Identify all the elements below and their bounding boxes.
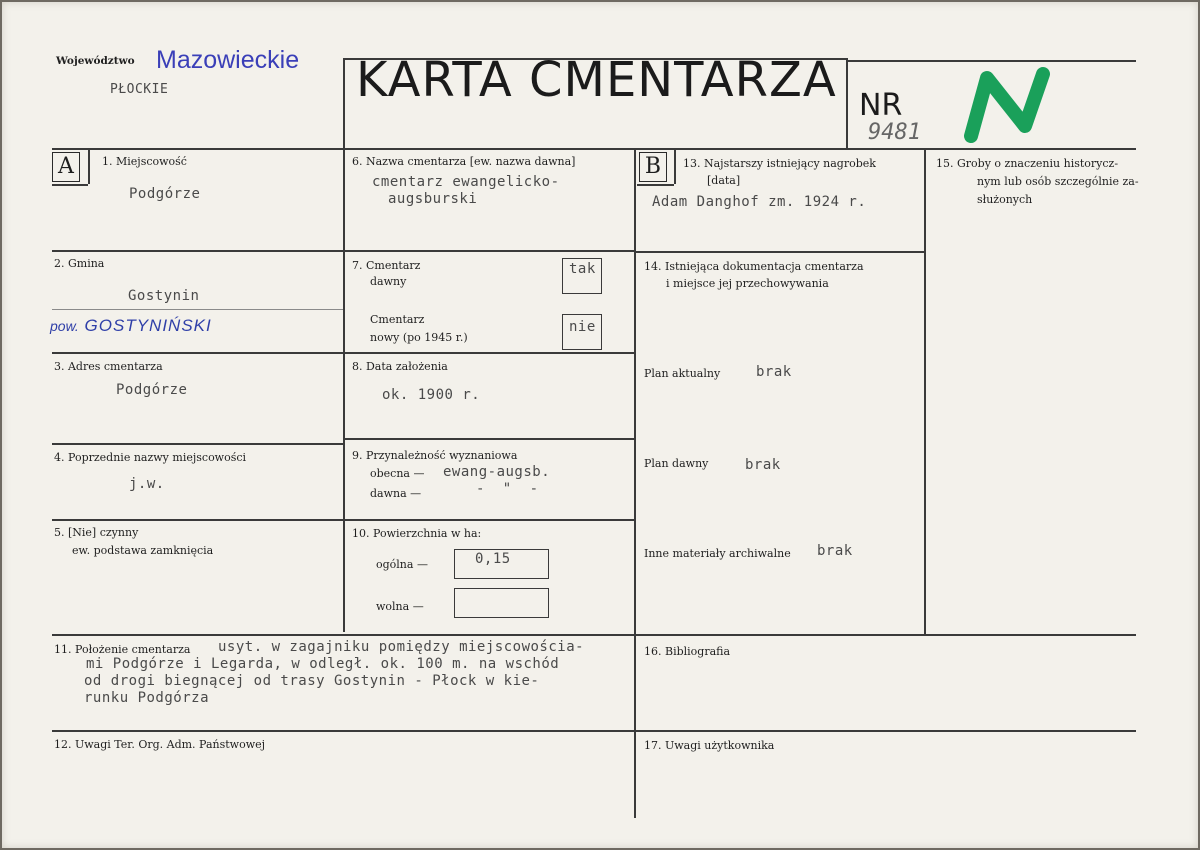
- field-6-value-1: cmentarz ewangelicko-: [372, 174, 560, 190]
- field-11-line-4: runku Podgórza: [84, 690, 210, 706]
- nr-value: 9481: [868, 120, 921, 145]
- inne-materialy-value: brak: [817, 543, 853, 559]
- divider-left-col: [343, 58, 345, 632]
- rule-m4: [343, 519, 634, 521]
- field-11-line-3: od drogi biegnącej od trasy Gostynin - Płock w kie-: [84, 673, 540, 689]
- rule-a2: [52, 352, 343, 354]
- field-11-line-1: usyt. w zagajniku pomiędzy miejscowościa-: [218, 639, 585, 655]
- field-7a-label-1: 7. Cmentarz: [352, 259, 421, 272]
- field-10-ogolna-value: 0,15: [475, 551, 511, 567]
- nr-label: NR: [859, 88, 903, 123]
- field-10-ogolna-label: ogólna —: [376, 558, 428, 571]
- field-15-label-2: nym lub osób szczególnie za-: [977, 175, 1139, 188]
- field-10-ogolna-box: [454, 549, 549, 579]
- field-10-label: 10. Powierzchnia w ha:: [352, 527, 482, 540]
- wojewodztwo-stamp: Mazowieckie: [156, 46, 300, 74]
- divider-right-col: [924, 148, 926, 634]
- field-2-hand-prefix: pow.: [50, 318, 79, 334]
- field-9-obecna-label: obecna —: [370, 467, 425, 480]
- divider-mid-col: [634, 148, 636, 730]
- field-11-label: 11. Położenie cmentarza: [54, 643, 191, 656]
- field-17-label: 17. Uwagi użytkownika: [644, 739, 775, 752]
- rule-m1: [343, 250, 634, 252]
- field-7b-label-1: Cmentarz: [370, 313, 425, 326]
- field-9-dawna-value: - " -: [476, 481, 539, 497]
- field-2-handwritten: [50, 316, 212, 336]
- section-a-letter: A: [52, 152, 80, 182]
- rule-b1: [634, 251, 924, 253]
- wojewodztwo-label: Województwo: [56, 55, 135, 67]
- bottom-top-rule: [52, 634, 1136, 636]
- section-b-letter-bottom: [637, 184, 674, 186]
- rule-a3: [52, 443, 343, 445]
- field-2-hand-value: GOSTYNIŃSKI: [84, 316, 212, 335]
- rule-m3: [343, 438, 634, 440]
- plan-aktualny-value: brak: [756, 364, 792, 380]
- card-title: KARTA CMENTARZA: [356, 52, 837, 108]
- rule-m2: [343, 352, 634, 354]
- field-7b-box: [562, 314, 602, 350]
- rule-a4: [52, 519, 343, 521]
- field-7a-box: [562, 258, 602, 294]
- field-7a-box-value: tak: [569, 261, 596, 277]
- green-marker-letter: [957, 66, 1077, 144]
- nr-box-left: [846, 58, 848, 148]
- field-15-label-3: służonych: [977, 193, 1033, 206]
- field-9-label: 9. Przynależność wyznaniowa: [352, 449, 518, 462]
- field-9-obecna-value: ewang-augsb.: [443, 464, 551, 480]
- section-a-letter-divider: [88, 148, 90, 184]
- field-1-value: Podgórze: [129, 186, 201, 202]
- plan-aktualny-label: Plan aktualny: [644, 367, 721, 380]
- field-7b-label-2: nowy (po 1945 r.): [370, 331, 468, 344]
- field-14-label-1: 14. Istniejąca dokumentacja cmentarza: [644, 260, 864, 273]
- field-6-value-2: augsburski: [388, 191, 478, 207]
- divider-bottom-col: [634, 730, 636, 818]
- main-top-rule: [52, 148, 1136, 150]
- field-2-underline: [52, 309, 343, 310]
- field-7b-box-value: nie: [569, 319, 596, 335]
- nr-box-top: [846, 60, 1136, 62]
- plan-dawny-value: brak: [745, 457, 781, 473]
- field-8-value: ok. 1900 r.: [382, 387, 481, 403]
- field-14-label-2: i miejsce jej przechowywania: [666, 277, 829, 290]
- wojewodztwo-typed: PŁOCKIE: [110, 82, 169, 97]
- inne-materialy-label: Inne materiały archiwalne: [644, 547, 791, 560]
- field-7a-label-2: dawny: [370, 275, 407, 288]
- field-8-label: 8. Data założenia: [352, 360, 448, 373]
- field-5-label: 5. [Nie] czynny: [54, 526, 139, 539]
- field-2-value: Gostynin: [128, 288, 200, 304]
- plan-dawny-label: Plan dawny: [644, 457, 709, 470]
- field-11-line-2: mi Podgórze i Legarda, w odległ. ok. 100 m. na wschód: [86, 656, 560, 672]
- field-1-label: 1. Miejscowość: [102, 155, 187, 168]
- section-b-letter-divider: [674, 148, 676, 184]
- field-6-label: 6. Nazwa cmentarza [ew. nazwa dawna]: [352, 155, 576, 168]
- field-10-wolna-label: wolna —: [376, 600, 424, 613]
- rule-a1: [52, 250, 343, 252]
- field-4-value: j.w.: [129, 476, 165, 492]
- cemetery-record-card: [2, 2, 1198, 848]
- field-5-sub: ew. podstawa zamknięcia: [72, 544, 214, 557]
- section-a-letter-bottom: [52, 184, 88, 186]
- field-9-dawna-label: dawna —: [370, 487, 422, 500]
- field-10-wolna-box: [454, 588, 549, 618]
- field-13-label-2: [data]: [707, 174, 741, 187]
- field-3-value: Podgórze: [116, 382, 188, 398]
- field-4-label: 4. Poprzednie nazwy miejscowości: [54, 451, 247, 464]
- field-13-label-1: 13. Najstarszy istniejący nagrobek: [683, 157, 876, 170]
- rule-bottom-mid: [52, 730, 1136, 732]
- field-16-label: 16. Bibliografia: [644, 645, 731, 658]
- field-13-value: Adam Danghof zm. 1924 r.: [652, 194, 867, 210]
- field-2-label: 2. Gmina: [54, 257, 105, 270]
- field-15-label-1: 15. Groby o znaczeniu historycz-: [936, 157, 1119, 170]
- field-12-label: 12. Uwagi Ter. Org. Adm. Państwowej: [54, 738, 266, 751]
- field-3-label: 3. Adres cmentarza: [54, 360, 163, 373]
- section-b-letter: B: [639, 152, 667, 182]
